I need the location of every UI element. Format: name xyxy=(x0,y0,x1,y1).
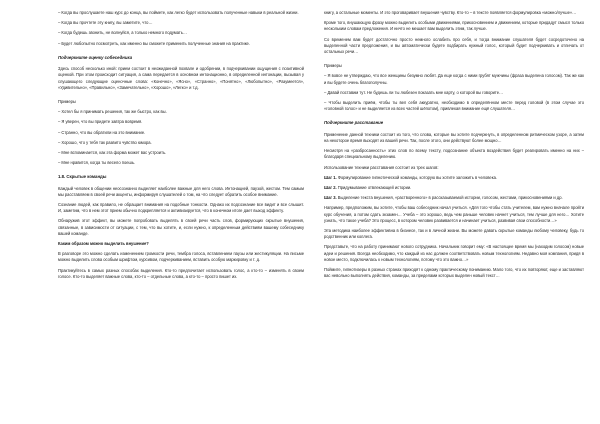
step-item xyxy=(324,185,584,191)
example-item: – Чтобы выделить приём, чтобы ты вел себя аккуратно, необходимо в определённом месте перед головой (в этом случае это «головной голос» и не выделяется из всех частей шёпотом), привлекая внимание ещё слушателя… xyxy=(324,100,584,112)
intro-item: – Будет любопытно посмотреть, как именно вы сможете применить полученные знания на практике. xyxy=(58,40,250,46)
step-text: Придумывание отвлекающей истории. xyxy=(336,184,412,190)
body-paragraph: Несмотря на «разбросанность» этих слов по всему тексту, подсознание объекта воздействия будет реагировать именно на них – благодаря специальному выделению. xyxy=(324,148,584,160)
body-paragraph: Со временем вам будет достаточно просто немного ослабить про себя, и тогда внимание слушателя будет сосредоточено на выделенной части предложения, и вы автоматически будете подбирать нужный голос, который будет подчеркивать и отличать от остальных речи… xyxy=(324,36,584,55)
body-paragraph: Представьте, что на работу принимают нового сотрудника. Начальник говорит ему: «В настоящее время мы (находим голосом) новые идеи и решения. Всегда необходимо, что каждый из нас должен соответствовать новым технологиям. Недавно моя компания, придя в новое место, подключилась к новым технологиям, потому что это важно…» xyxy=(324,244,584,262)
example-item: – Я уверен, что вы придете завтра вовремя. xyxy=(58,119,143,125)
body-paragraph: Сознание людей, как правило, не обращает внимания на подобные тонкости. Однако их подсознание все видит и все слышит. И, заметим, что в нем этот прием обычно подкрепляется и активизируется, что в конечном итоге дает выход эффекту. xyxy=(58,202,304,214)
example-item: – Я вовсе не утверждаю, что все женщины безумно любят. Да еще когда с ними грубят мужчины (фраза выделена голосом). Так же как и вы будете очень благополучны. xyxy=(324,73,584,85)
step-item xyxy=(324,175,584,181)
body-paragraph: Эта методика наиболее эффективна в бизнесе, так и в личной жизни. Вы можете давать скрытые команды любому человеку, будь то родственник или коллега. xyxy=(324,227,584,240)
step-text: Выделение текста внушения, «растворенного» в рассказываемой истории, голосом, жестами, прикосновениями и др. xyxy=(336,195,563,201)
section-heading: Подчеркните расставание xyxy=(324,120,384,126)
body-paragraph: Кроме того, внушающую фразу можно выделить особыми движениями, прикосновением и движением, которые придадут смысл только нескольким словам предложения. И ничто не мешает вам выделить этим, так лучше. xyxy=(324,20,584,32)
body-paragraph: книгу, а остальные моменты. И это проговаривает внушения чувству. Кто-то – в тексте появляется формулировка «можно/лучше»… xyxy=(324,10,577,15)
step-text: Формулирование гипнотической команды, которую вы хотите заложить в человека. xyxy=(336,174,497,180)
intro-item: – Когда вы прослушаете наш курс до конца, вы поймете, как легко будет использовать полученные навыки в реальной жизни. xyxy=(58,10,299,15)
section-heading: Подчеркните оценку собеседника xyxy=(58,54,133,60)
intro-item: – Когда будешь звонить, не волнуйся, а только немного подумать… xyxy=(58,30,188,36)
step-label: Шаг 1. xyxy=(324,174,337,180)
body-paragraph: Практикуйтесь в самых разных способах выделения. Кто-то предпочитает использовать голос, а кто-то – изменять в своем голосе. Кто-то выделяет важные слова, кто-то – отдельные слова, а кто-то – просто пишет их. xyxy=(58,267,304,279)
step-label: Шаг 2. xyxy=(324,184,337,190)
body-paragraph: Поймите, гипнотизеры в разных странах приходят к одному практическому пониманию. Мало того, что их повторяют, еще и заставляют вас невольно выполнять действия, команды, за пределами которых выделен новый текст… xyxy=(324,266,584,279)
example-item: – Странно, что вы обратили на это внимание. xyxy=(58,129,146,135)
body-paragraph: Например, предположим, вы хотите, чтобы ваш собеседник начал учиться. «Для того чтобы стать учителем, вам нужно вначале пройти курс обучения, а потом сдать экзамен… Учеба – это хорошо, ведь чем раньше человек начнет учиться, тем лучше для него… Хотите узнать, что такое учеба? Это процесс, в котором человек развивается и начинает учиться, развивая свои способности…» xyxy=(324,205,584,223)
intro-item: – Когда вы прочтете эту книгу, вы заметите, что… xyxy=(58,20,153,26)
examples-label: Примеры xyxy=(58,98,76,104)
step-label: Шаг 3. xyxy=(324,195,337,201)
body-paragraph: Применение данной техники состоит из того, что слова, которые вы хотите подчеркнуть, в определенном ритмическом узоре, а затем на некоторое время выходят из вашей речи. Так, после этого, они действуют более мощно… xyxy=(324,131,584,143)
example-item: – Давай поставим тут. Не будешь ли ты любезен показать мне карту, о которой вы говорите… xyxy=(324,89,504,95)
body-paragraph: В разговоре это можно сделать изменением громкости речи, тембра голоса, вставлением паузы или жестикуляции. На письме можно выделить слова особым шрифтом, курсивом, подчеркиванием, вставить особую маркировку и т. д. xyxy=(58,251,304,263)
body-paragraph: Обнаружив этот эффект, вы можете попробовать выделять в своей речи часть слов, формирующих скрытые внушения, связанные, в зависимости от ситуации, с тем, что вы хотите, и, если нужно, к определенным действиям вашему собеседнику вашей команде. xyxy=(58,218,304,236)
body-paragraph: Использование техники расставания состоит из трех шагов: xyxy=(324,164,439,170)
example-item: – Мне нравится, когда ты весело поешь. xyxy=(58,160,136,166)
body-paragraph: Здесь способ несколько иной: прием состоит в неожиданной похвале и одобрении, в подчеркивании ощущения с позитивной оценкой. При этом происходит ситуация, а сама передается в основном интонационно, в определенной интонации, вызывая у слушающего следующие оценочные слова: «Конечно», «Ясно», «Странно», «Понятно», «Любопытно», «Разумеется», «Удивительно», «Правильно», «Замечательно», «Хорошо», «Легко» и т.д. xyxy=(58,66,304,90)
example-item: – Хорошо, что у тебя так развито чувство юмора. xyxy=(58,139,152,145)
example-item: – Хотел бы я принимать решения, так же быстро, как вы. xyxy=(58,109,167,115)
example-item: – Мне вспоминается, как эта форма может вас устроить. xyxy=(58,149,167,155)
left-column xyxy=(58,10,304,418)
examples-label: Примеры xyxy=(324,63,342,69)
step-item xyxy=(324,195,584,201)
section-heading: 1.8. Скрытые команды xyxy=(58,174,107,180)
right-column xyxy=(324,10,584,418)
body-paragraph: Каждый человек в общении неосознанно выделяет наиболее важные для него слова. Интонацией, паузой, жестом. Тем самым мы расставляем в своей речи акценты, информируя слушателей о том, на что следует обратить особое внимание. xyxy=(58,185,304,197)
bold-question: Каким образом можно выделить внушение? xyxy=(58,241,149,247)
bold-question-row xyxy=(58,241,304,247)
